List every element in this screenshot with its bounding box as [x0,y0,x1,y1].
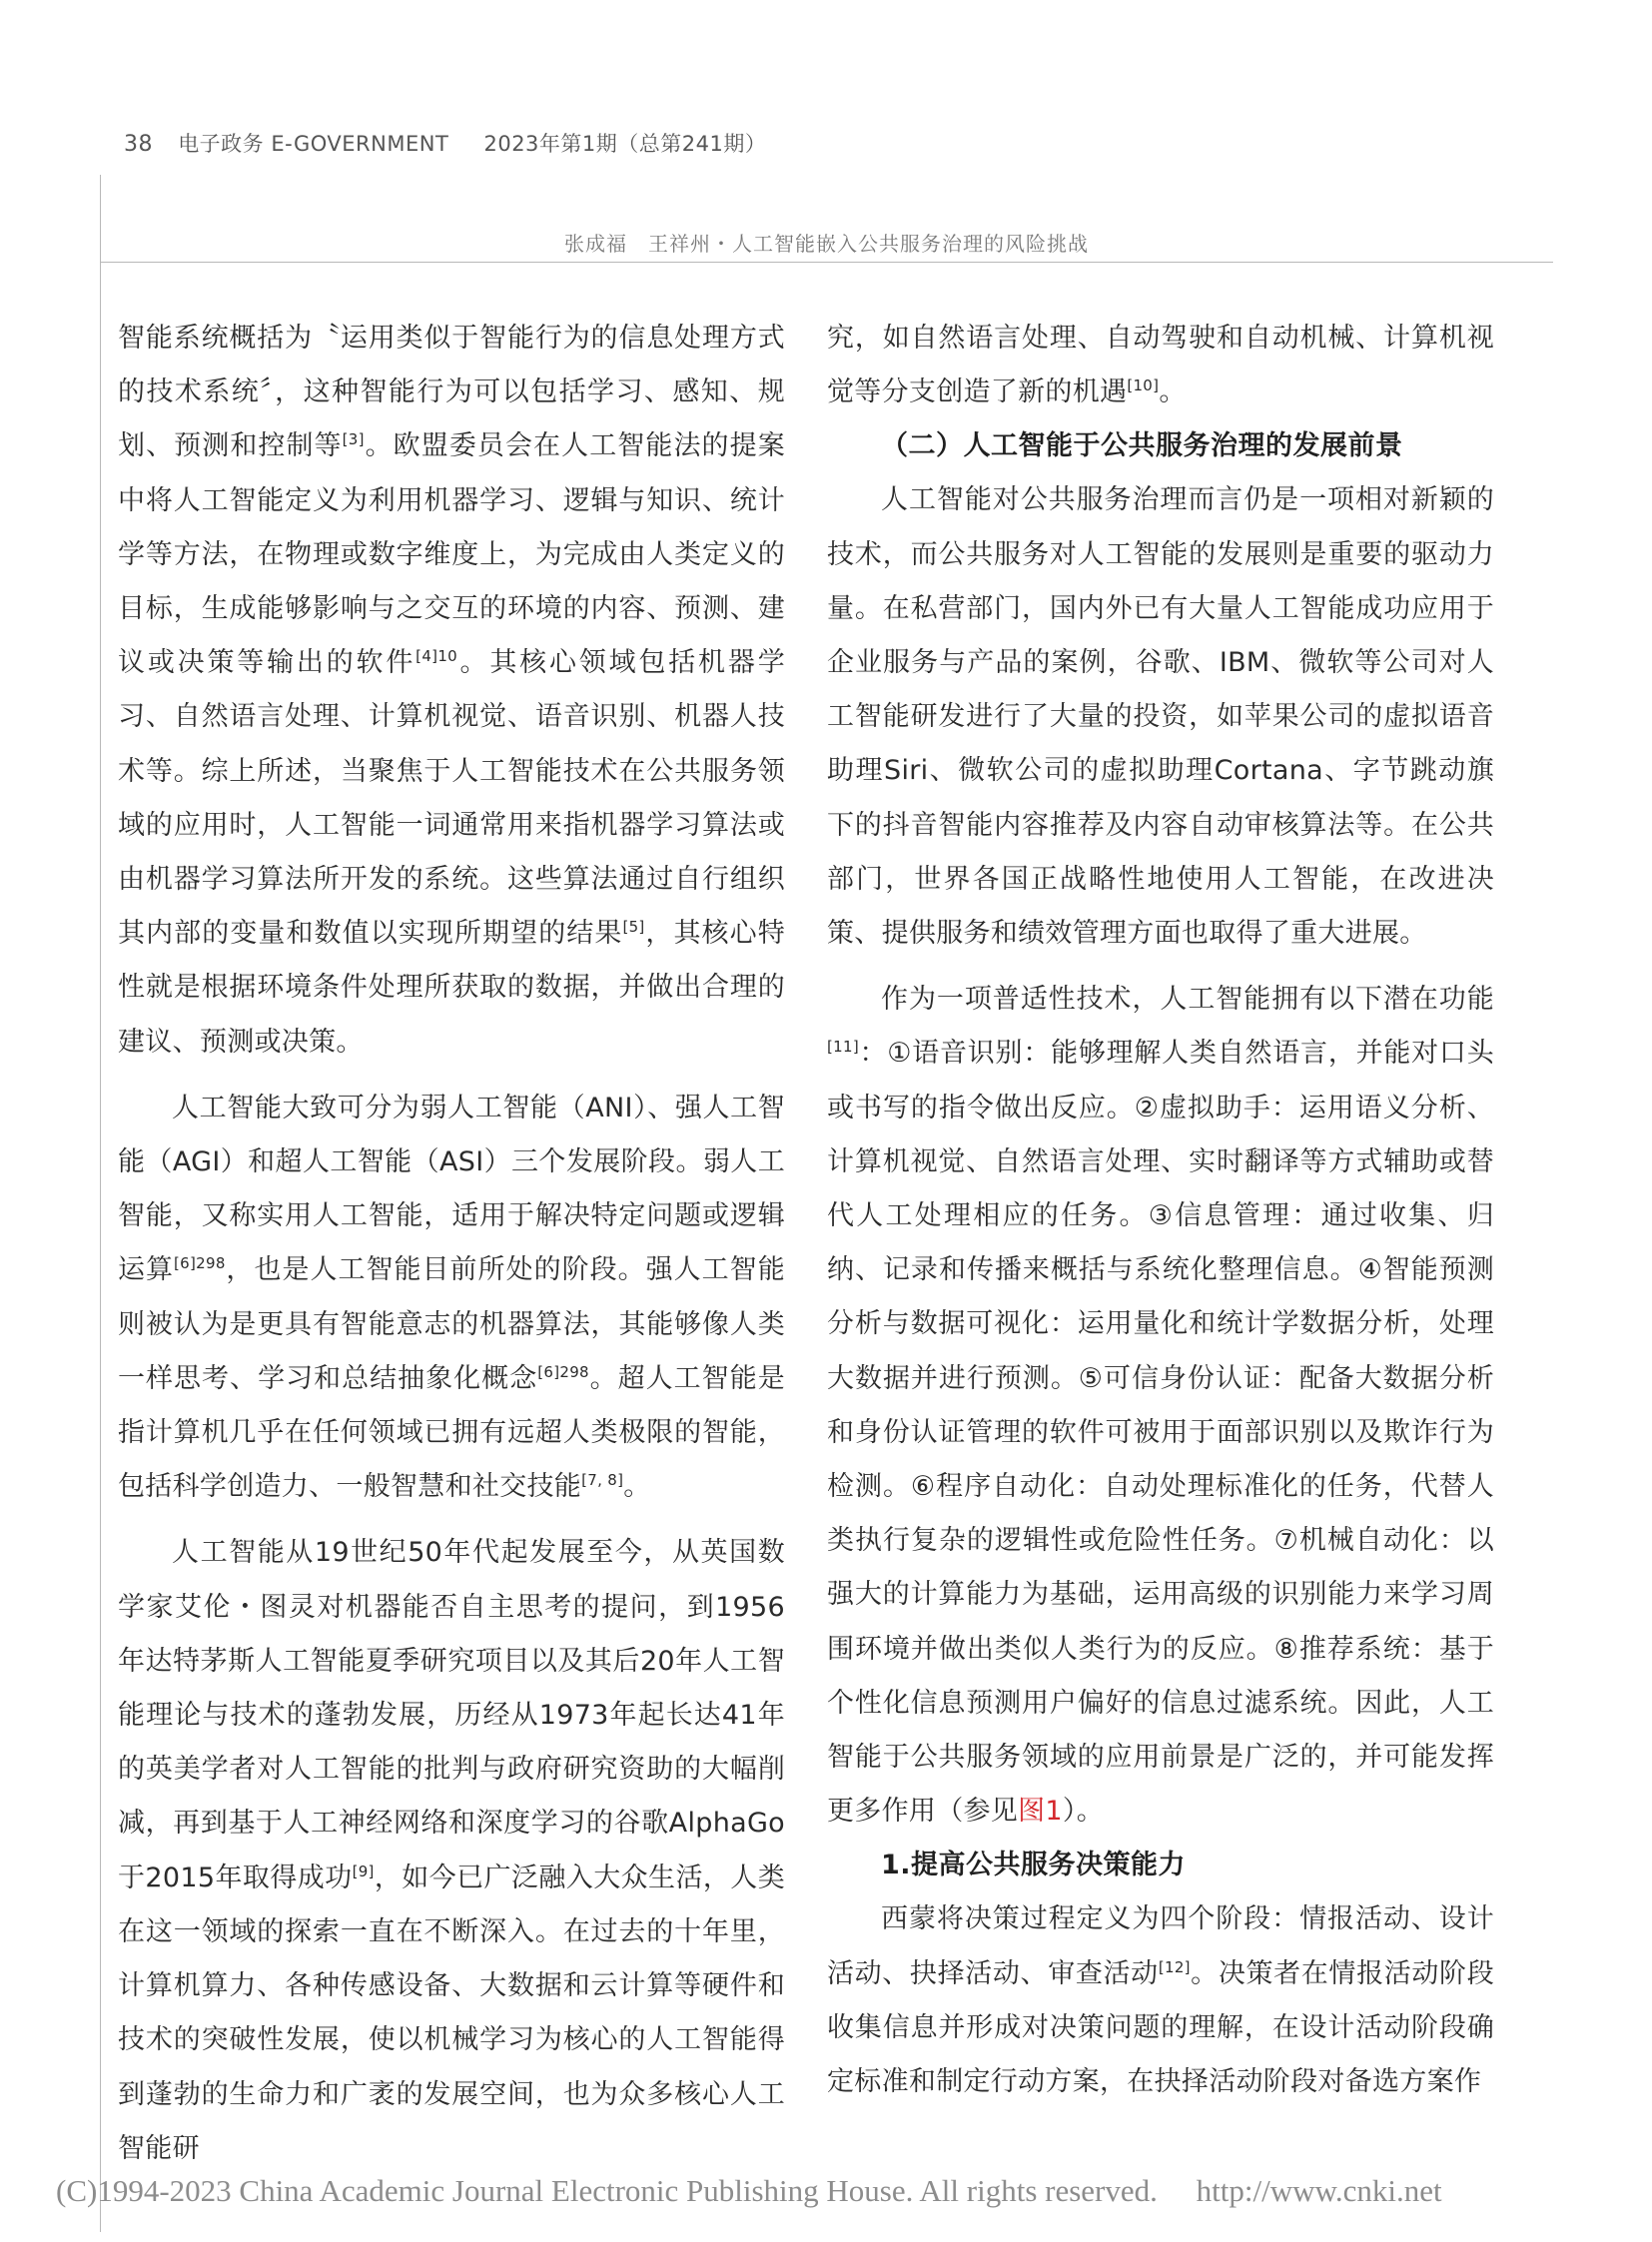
paragraph [827,312,1494,419]
citation: [11] [827,1038,859,1057]
citation: [9] [352,1862,375,1880]
paragraph [118,1082,785,1515]
citation: [12] [1158,1957,1191,1976]
running-title: 张成福 王祥州・人工智能嵌入公共服务治理的风险挑战 [564,232,1089,256]
paragraph [118,312,785,1070]
paragraph: 人工智能对公共服务治理而言仍是一项相对新颖的技术，而公共服务对人工智能的发展则是重要的驱动力量。在私营部门，国内外已有大量人工智能成功应用于企业服务与产品的案例，谷歌、IBM、微软等公司对人工智能研发进行了大量的投资，如苹果公司的虚拟语音助理Siri、微软公司的虚拟助理Cortana、字节跳动旗下的抖音智能内容推荐及内容自动审核算法等。在公共部门，世界各国正战略性地使用人工智能，在改进决策、提供服务和绩效管理方面也取得了重大进展。 [827,484,1494,950]
citation: [5] [622,918,645,937]
text-run: 。其核心领域包括机器学习、自然语言处理、计算机视觉、语音识别、机器人技术等。综上所述，当聚焦于人工智能技术在公共服务领域的应用时，人工智能一词通常用来指机器学习算法或由机器学习算法所开发的系统。这些算法通过自行组织其内部的变量和数值以实现所期望的结果 [118,647,785,950]
text-run: 。欧盟委员会在人工智能法的提案中将人工智能定义为利用机器学习、逻辑与知识、统计学等方法，在物理或数字维度上，为完成由人类定义的目标，生成能够影响与之交互的环境的内容、预测、建议或决策等输出的软件 [118,430,785,679]
text-run: 智能系统概括为〝运用类似于智能行为的信息处理方式的技术系统〞，这种智能行为可以包括学习、感知、规划、预测和控制等 [118,323,785,462]
text-run: ，其核心特性就是根据环境条件处理所获取的数据，并做出合理的建议、预测或决策。 [118,918,785,1058]
text-run: ，如今已广泛融入大众生活，人类在这一领域的探索一直在不断深入。在过去的十年里，计算机算力、各种传感设备、大数据和云计算等硬件和技术的突破性发展，使以机械学习为核心的人工智能得到蓬勃的生命力和广袤的发展空间，也为众多核心人工智能研 [118,1862,786,2164]
copyright-footer: (C)1994-2023 China Academic Journal Electronic Publishing House. All rights reserved. http://www.cnki.net [56,2173,1442,2208]
text-run: 人工智能从19世纪50年代起发展至今，从英国数学家艾伦・图灵对机器能否自主思考的提问，到1956年达特茅斯人工智能夏季研究项目以及其后20年人工智能理论与技术的蓬勃发展，历经从1973年起长达41年的英美学者对人工智能的批判与政府研究资助的大幅削减，再到基于人工神经网络和深度学习的谷歌AlphaGo于2015年取得成功 [118,1537,785,1893]
header-rule [100,262,1553,263]
citation: [7, 8] [581,1471,624,1490]
margin-rule-vertical [100,175,101,2232]
section-heading: （二）人工智能于公共服务治理的发展前景 [881,430,1403,462]
journal-name: 电子政务 E-GOVERNMENT [178,132,449,156]
paragraph [118,1526,785,2175]
issue-info: 2023年第1期（总第241期） [483,132,767,156]
page-header [124,128,766,158]
text-run: 西蒙将决策过程定义为四个阶段：情报活动、设计活动、抉择活动、审查活动 [827,1903,1494,1989]
citation: [10] [1127,376,1160,395]
citation: [4]10 [415,647,458,666]
citation: [3] [342,430,365,449]
text-run: ）。 [1062,1796,1104,1828]
paragraph [827,973,1494,1839]
figure-link[interactable]: 图1 [1018,1796,1063,1828]
subsection-heading: 1.提高公共服务决策能力 [881,1850,1187,1881]
text-run: ：①语音识别：能够理解人类自然语言，并能对口头或书写的指令做出反应。②虚拟助手：运用语义分析、计算机视觉、自然语言处理、实时翻译等方式辅助或替代人工处理相应的任务。③信息管理：通过收集、归纳、记录和传播来概括与系统化整理信息。④智能预测分析与数据可视化：运用量化和统计学数据分析，处理大数据并进行预测。⑤可信身份认证：配备大数据分析和身份认证管理的软件可被用于面部识别以及欺诈行为检测。⑥程序自动化：自动处理标准化的任务，代替人类执行复杂的逻辑性或危险性任务。⑦机械自动化：以强大的计算能力为基础，运用高级的识别能力来学习周围环境并做出类似人类行为的反应。⑧推荐系统：基于个性化信息预测用户偏好的信息过滤系统。因此，人工智能于公共服务领域的应用前景是广泛的，并可能发挥更多作用（参见 [827,1038,1494,1828]
text-run: 人工智能大致可分为弱人工智能（ANI）、强人工智能（AGI）和超人工智能（ASI）三个发展阶段。弱人工智能，又称实用人工智能，适用于解决特定问题或逻辑运算 [118,1092,785,1286]
text-run: 。决策者在情报活动阶段收集信息并形成对决策问题的理解，在设计活动阶段确定标准和制定行动方案，在抉择活动阶段对备选方案作 [827,1957,1494,2098]
text-run: 作为一项普适性技术，人工智能拥有以下潜在功能 [881,984,1494,1016]
left-column [118,312,785,2176]
paragraph [827,1892,1494,2109]
text-run: 。超人工智能是指计算机几乎在任何领域已拥有远超人类极限的智能，包括科学创造力、一般智慧和社交技能 [118,1362,786,1503]
text-run: 究，如自然语言处理、自动驾驶和自动机械、计算机视觉等分支创造了新的机遇 [827,323,1494,408]
right-column [827,312,1494,2109]
page-number: 38 [124,132,153,157]
citation: [6]298 [174,1254,226,1273]
text-run: 。 [1159,376,1187,408]
text-run: ，也是人工智能目前所处的阶段。强人工智能则被认为是更具有智能意志的机器算法，其能够像人类一样思考、学习和总结抽象化概念 [118,1254,785,1394]
text-run: 。 [623,1471,651,1503]
citation: [6]298 [537,1362,589,1381]
